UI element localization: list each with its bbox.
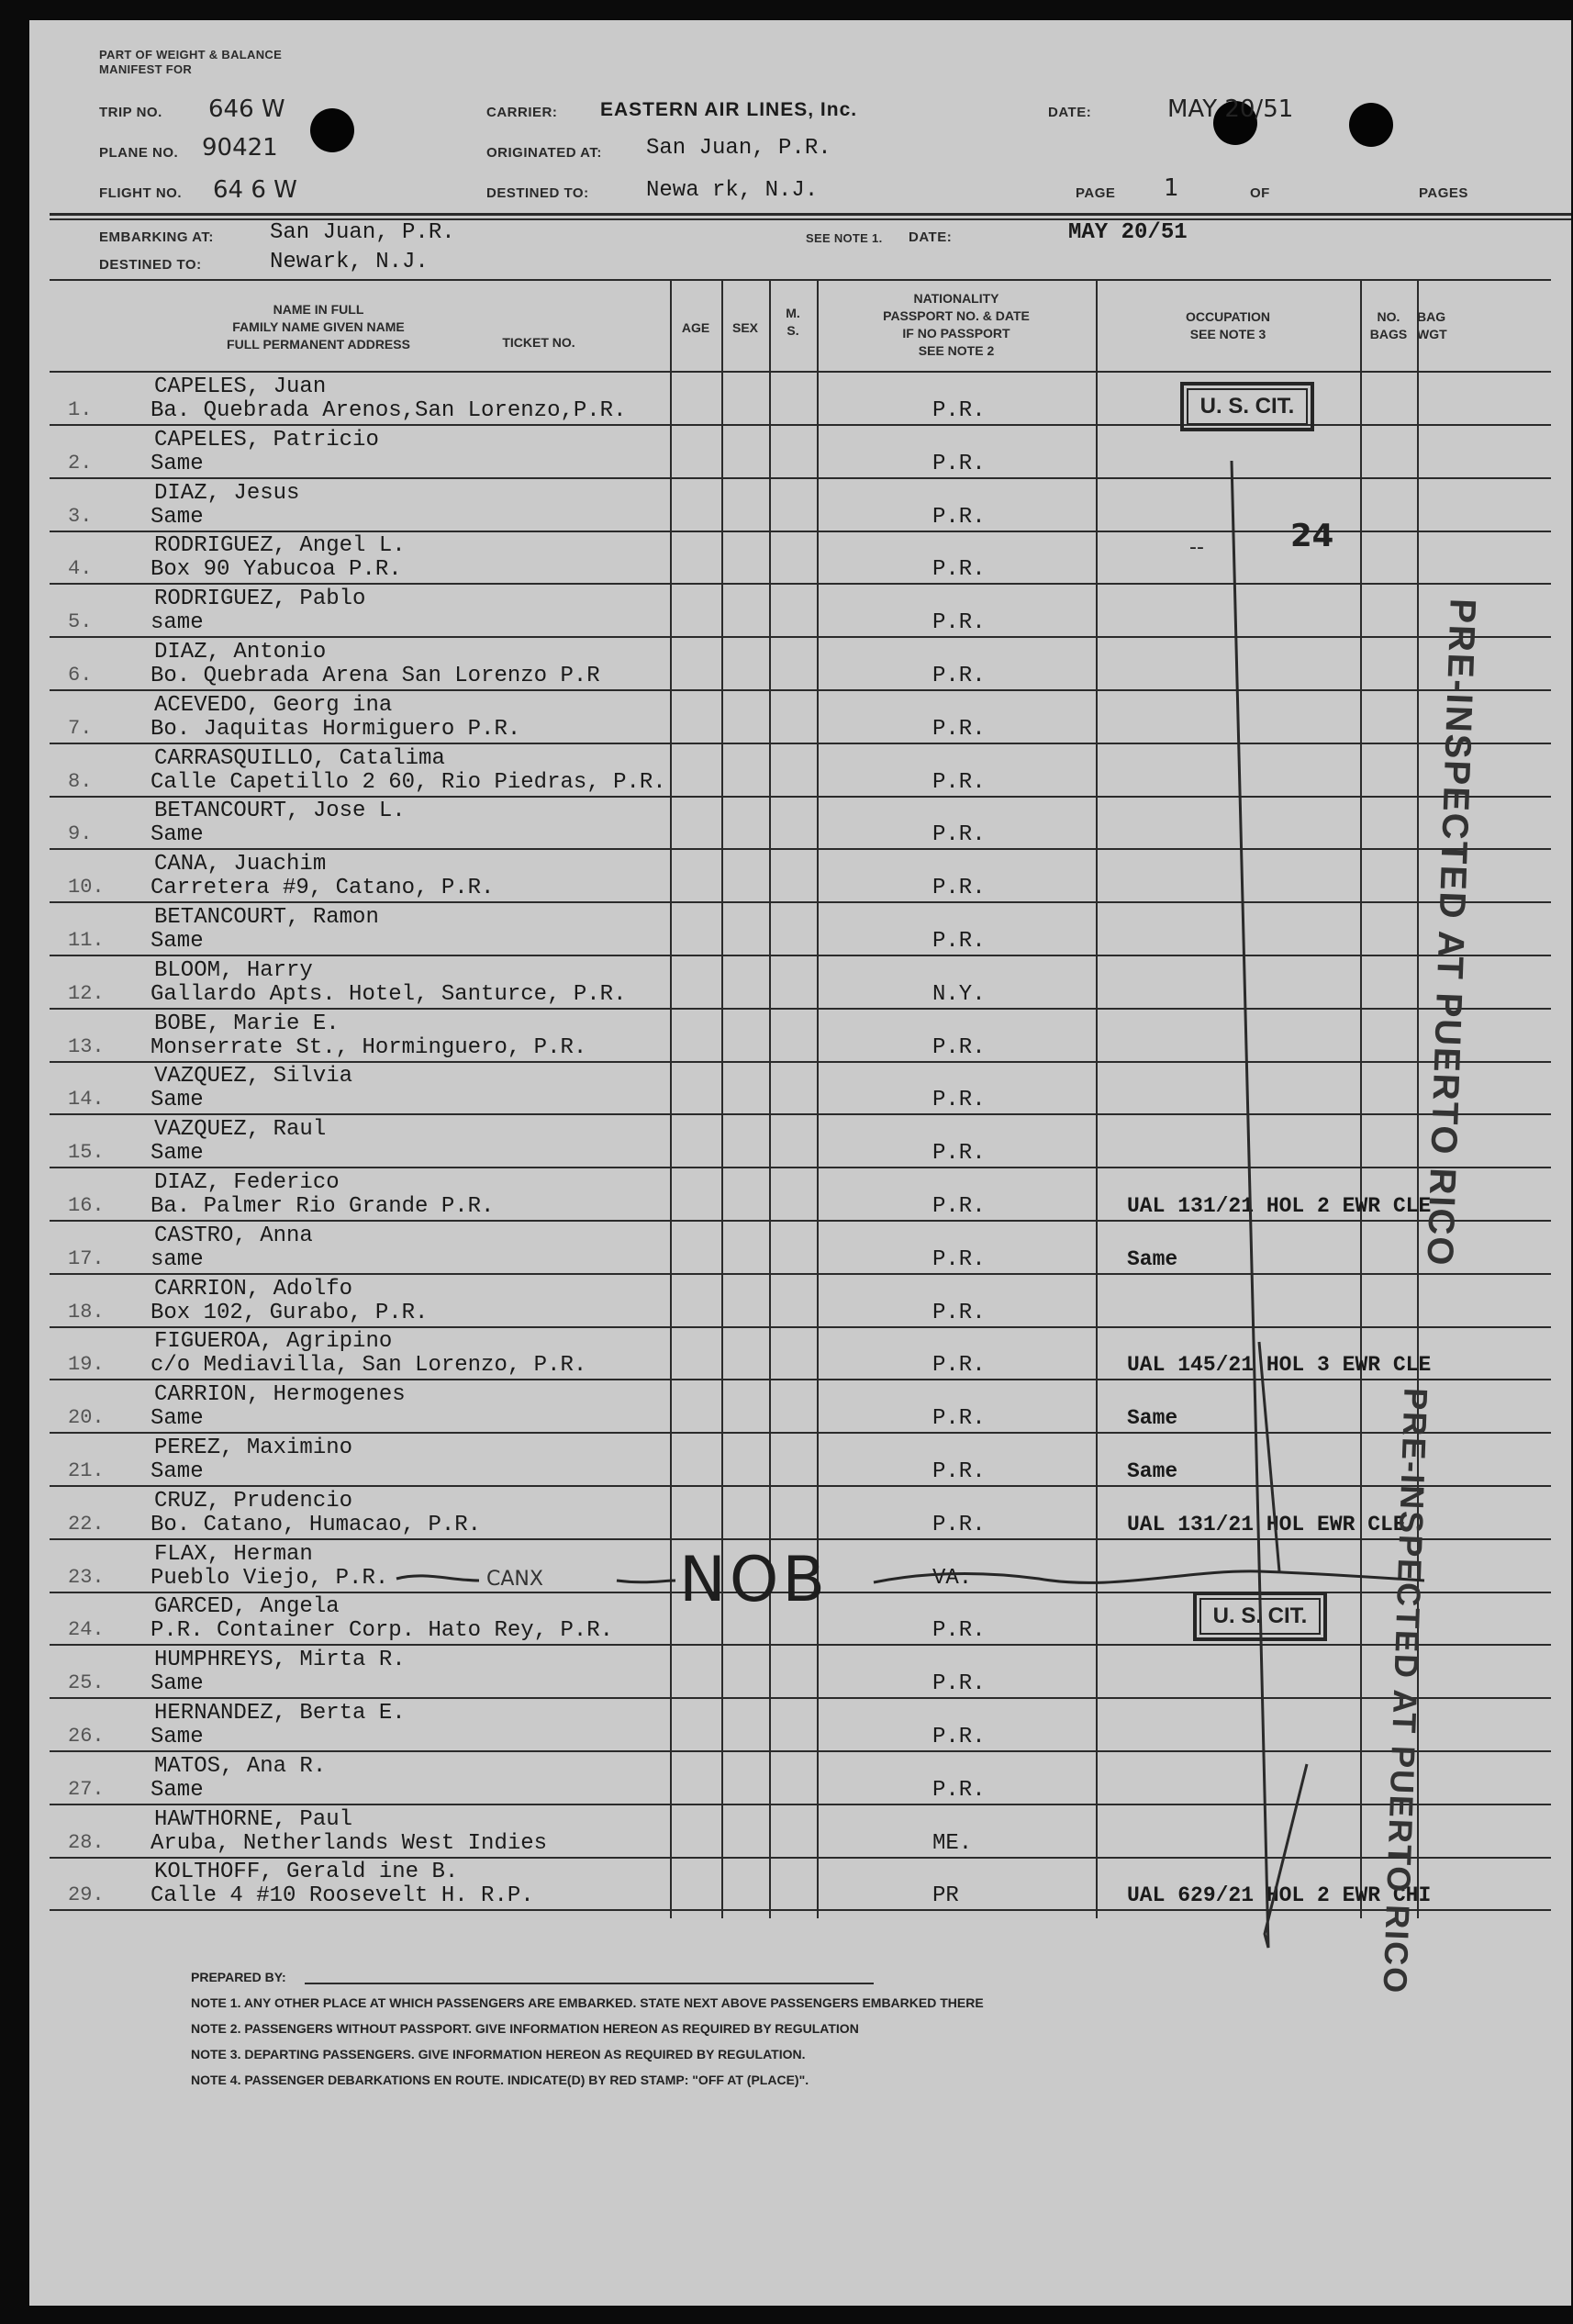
passenger-address: Box 90 Yabucoa P.R. (151, 557, 402, 583)
manifest-page (29, 20, 1571, 2306)
passenger-nationality: ME. (932, 1830, 973, 1856)
passenger-name: DIAZ, Federico (154, 1170, 340, 1195)
originated-value: San Juan, P.R. (646, 136, 831, 161)
row-number: 18. (68, 1300, 105, 1324)
passenger-address: Same (151, 1777, 204, 1803)
note-1: NOTE 1. ANY OTHER PLACE AT WHICH PASSENGERS ARE EMBARKED. STATE NEXT ABOVE PASSENGERS EMBARKED THERE (191, 1995, 984, 2010)
us-citizen-stamp: U. S. CIT. (1180, 382, 1314, 431)
passenger-occupation: UAL 145/21 HOL 3 EWR CLE (1127, 1353, 1432, 1378)
passenger-name: CARRION, Adolfo (154, 1276, 353, 1302)
passenger-occupation: UAL 131/21 HOL 2 EWR CLE (1127, 1194, 1432, 1218)
carrier-value: EASTERN AIR LINES, Inc. (600, 99, 858, 120)
passenger-nationality: VA. (932, 1565, 973, 1591)
passenger-nationality: P.R. (932, 1618, 986, 1644)
passenger-address: Monserrate St., Horminguero, P.R. (151, 1034, 587, 1060)
passenger-address: Same (151, 822, 204, 848)
passenger-name: ACEVEDO, Georg ina (154, 692, 393, 718)
destined2-label: DESTINED TO: (99, 257, 202, 273)
prepared-by-label: PREPARED BY: (191, 1970, 286, 1984)
note-3: NOTE 3. DEPARTING PASSENGERS. GIVE INFORMATION HEREON AS REQUIRED BY REGULATION. (191, 2047, 806, 2061)
passenger-name: BOBE, Marie E. (154, 1011, 340, 1036)
passenger-address: Carretera #9, Catano, P.R. (151, 876, 495, 901)
passenger-name: CARRION, Hermogenes (154, 1382, 406, 1408)
passenger-address: Ba. Palmer Rio Grande P.R. (151, 1194, 495, 1219)
strike-line (396, 1571, 1424, 1583)
page-value: 1 (1164, 174, 1179, 202)
row-number: 13. (68, 1034, 105, 1058)
passenger-address: Gallardo Apts. Hotel, Santurce, P.R. (151, 981, 627, 1007)
passenger-name: DIAZ, Antonio (154, 640, 327, 665)
passenger-name: DIAZ, Jesus (154, 480, 300, 506)
row-number: 27. (68, 1777, 105, 1801)
passenger-nationality: P.R. (932, 1459, 986, 1484)
passenger-nationality: P.R. (932, 1671, 986, 1697)
pre-inspected-stamp: PRE-INSPECTED AT PUERTO RICO (1376, 1387, 1435, 1995)
passenger-name: KOLTHOFF, Gerald ine B. (154, 1860, 459, 1885)
passenger-nationality: P.R. (932, 557, 986, 583)
us-citizen-stamp: U. S. CIT. (1193, 1592, 1327, 1641)
passenger-nationality: P.R. (932, 716, 986, 742)
note-2: NOTE 2. PASSENGERS WITHOUT PASSPORT. GIVE INFORMATION HEREON AS REQUIRED BY REGULATION (191, 2021, 859, 2036)
date2-label: DATE: (909, 229, 953, 245)
passenger-name: HERNANDEZ, Berta E. (154, 1701, 406, 1726)
col-header-ticket: TICKET NO. (502, 335, 575, 350)
passenger-occupation: UAL 131/21 HOL EWR CLE (1127, 1512, 1406, 1536)
row-number: 4. (68, 557, 93, 581)
col-header-ms: M. S. (786, 306, 800, 338)
passenger-occupation: Same (1127, 1246, 1178, 1271)
row-number: 26. (68, 1725, 105, 1748)
row-number: 21. (68, 1459, 105, 1482)
row-number: 8. (68, 769, 93, 793)
passenger-name: CAPELES, Juan (154, 374, 327, 399)
passenger-name: BLOOM, Harry (154, 957, 313, 983)
passenger-name: FLAX, Herman (154, 1541, 313, 1567)
row-number: 5. (68, 610, 93, 634)
of-label: OF (1250, 185, 1270, 201)
passenger-address: Ba. Quebrada Arenos,San Lorenzo,P.R. (151, 398, 627, 423)
col-header-age: AGE (681, 320, 710, 335)
destined2-value: Newark, N.J. (270, 250, 429, 274)
row-number: 17. (68, 1246, 105, 1270)
passenger-address: Box 102, Gurabo, P.R. (151, 1300, 429, 1325)
passenger-address: Same (151, 1671, 204, 1697)
destined-value: Newa rk, N.J. (646, 178, 819, 203)
row-number: 24. (68, 1618, 105, 1642)
pen-marks (29, 20, 1571, 2306)
embarking-value: San Juan, P.R. (270, 220, 455, 245)
row-number: 10. (68, 876, 105, 899)
passenger-nationality: P.R. (932, 504, 986, 530)
passenger-nationality: P.R. (932, 1777, 986, 1803)
date-value: MAY 20/51 (1167, 95, 1294, 123)
passenger-nationality: P.R. (932, 1406, 986, 1432)
row-number: 23. (68, 1565, 105, 1589)
passenger-address: Bo. Jaquitas Hormiguero P.R. (151, 716, 521, 742)
row-number: 14. (68, 1088, 105, 1112)
canx-annotation: CANX (486, 1568, 543, 1591)
passenger-address: Same (151, 1088, 204, 1113)
dash-mark: -- (1189, 536, 1204, 559)
passenger-address: Same (151, 1406, 204, 1432)
row-number: 22. (68, 1512, 105, 1536)
passenger-nationality: P.R. (932, 398, 986, 423)
passenger-address: Same (151, 1459, 204, 1484)
row-number: 12. (68, 981, 105, 1005)
passenger-name: HUMPHREYS, Mirta R. (154, 1648, 406, 1673)
embarking-label: EMBARKING AT: (99, 229, 214, 245)
passenger-nationality: P.R. (932, 876, 986, 901)
plane-no-label: PLANE NO. (99, 145, 179, 161)
date-label: DATE: (1048, 105, 1092, 120)
passenger-address: Bo. Catano, Humacao, P.R. (151, 1512, 482, 1537)
page-label: PAGE (1076, 185, 1116, 201)
passenger-name: VAZQUEZ, Silvia (154, 1064, 353, 1089)
passenger-nationality: P.R. (932, 1725, 986, 1749)
flight-no-label: FLIGHT NO. (99, 185, 182, 201)
date2-value: MAY 20/51 (1068, 220, 1188, 245)
row-number: 3. (68, 504, 93, 528)
passenger-address: Calle Capetillo 2 60, Rio Piedras, P.R. (151, 769, 666, 795)
passenger-nationality: PR (932, 1883, 959, 1909)
passenger-address: Same (151, 1141, 204, 1167)
row-number: 7. (68, 716, 93, 740)
passenger-nationality: P.R. (932, 1512, 986, 1537)
passenger-address: Aruba, Netherlands West Indies (151, 1830, 548, 1856)
note-4: NOTE 4. PASSENGER DEBARKATIONS EN ROUTE. INDICATE(D) BY RED STAMP: "OFF AT (PLACE)". (191, 2073, 809, 2087)
row-number: 19. (68, 1353, 105, 1377)
nob-annotation: NOB (679, 1544, 830, 1616)
row-number: 15. (68, 1141, 105, 1165)
col-header-name: NAME IN FULL FAMILY NAME GIVEN NAME FULL PERMANENT ADDRESS (227, 302, 410, 352)
passenger-address: Same (151, 929, 204, 954)
flight-no-value: 64 6 W (213, 176, 297, 204)
passenger-address: Same (151, 1725, 204, 1749)
pages-label: PAGES (1419, 185, 1468, 201)
passenger-name: RODRIGUEZ, Pablo (154, 587, 366, 612)
passenger-address: c/o Mediavilla, San Lorenzo, P.R. (151, 1353, 587, 1379)
plane-no-value: 90421 (202, 134, 278, 162)
passenger-nationality: P.R. (932, 1034, 986, 1060)
passenger-nationality: P.R. (932, 929, 986, 954)
prepared-by-line (305, 1983, 874, 1984)
trip-no-label: TRIP NO. (99, 105, 162, 120)
passenger-occupation: Same (1127, 1459, 1178, 1483)
check-arrow-mark (1232, 461, 1307, 1948)
bag-count-handwritten: 24 (1290, 518, 1334, 554)
passenger-address: Same (151, 504, 204, 530)
destined-label: DESTINED TO: (486, 185, 589, 201)
row-number: 11. (68, 929, 105, 952)
passenger-address: Same (151, 451, 204, 476)
pen-line (1259, 1342, 1279, 1571)
passenger-name: GARCED, Angela (154, 1594, 340, 1620)
trip-no-value: 646 W (208, 95, 285, 123)
passenger-name: CAPELES, Patricio (154, 427, 379, 453)
passenger-name: RODRIGUEZ, Angel L. (154, 533, 406, 559)
passenger-nationality: P.R. (932, 822, 986, 848)
passenger-address: Calle 4 #10 Roosevelt H. R.P. (151, 1883, 534, 1909)
passenger-nationality: P.R. (932, 1194, 986, 1219)
passenger-nationality: P.R. (932, 610, 986, 636)
see-note-label: SEE NOTE 1. (806, 231, 883, 245)
passenger-name: MATOS, Ana R. (154, 1753, 327, 1779)
passenger-nationality: P.R. (932, 451, 986, 476)
carrier-label: CARRIER: (486, 105, 558, 120)
row-number: 6. (68, 664, 93, 687)
passenger-nationality: P.R. (932, 1246, 986, 1272)
row-number: 25. (68, 1671, 105, 1695)
passenger-name: CARRASQUILLO, Catalima (154, 745, 445, 771)
passenger-name: HAWTHORNE, Paul (154, 1806, 353, 1832)
row-number: 20. (68, 1406, 105, 1430)
row-number: 29. (68, 1883, 105, 1907)
passenger-name: BETANCOURT, Ramon (154, 905, 379, 930)
passenger-nationality: N.Y. (932, 981, 986, 1007)
passenger-address: same (151, 610, 204, 636)
passenger-nationality: P.R. (932, 1300, 986, 1325)
passenger-name: CASTRO, Anna (154, 1223, 313, 1248)
passenger-nationality: P.R. (932, 769, 986, 795)
passenger-name: BETANCOURT, Jose L. (154, 799, 406, 824)
passenger-nationality: P.R. (932, 1088, 986, 1113)
passenger-occupation: UAL 629/21 HOL 2 EWR CHI (1127, 1883, 1432, 1908)
passenger-name: CANA, Juachim (154, 852, 327, 877)
row-number: 9. (68, 822, 93, 846)
row-number: 1. (68, 398, 93, 421)
originated-label: ORIGINATED AT: (486, 145, 602, 161)
passenger-name: CRUZ, Prudencio (154, 1488, 353, 1514)
col-header-occupation: OCCUPATION SEE NOTE 3 (1185, 309, 1271, 341)
passenger-nationality: P.R. (932, 1353, 986, 1379)
form-caption: PART OF WEIGHT & BALANCE MANIFEST FOR (99, 48, 283, 76)
passenger-occupation: Same (1127, 1406, 1178, 1431)
passenger-address: Bo. Quebrada Arena San Lorenzo P.R (151, 664, 600, 688)
passenger-name: VAZQUEZ, Raul (154, 1117, 327, 1143)
row-number: 2. (68, 451, 93, 475)
row-number: 16. (68, 1194, 105, 1217)
passenger-nationality: P.R. (932, 1141, 986, 1167)
passenger-address: Pueblo Viejo, P.R. (151, 1565, 389, 1591)
col-header-bags: NO. BAGS (1369, 309, 1408, 341)
col-header-nationality: NATIONALITY PASSPORT NO. & DATE IF NO PASSPORT SEE NOTE 2 (883, 291, 1030, 358)
passenger-name: PEREZ, Maximino (154, 1436, 353, 1460)
col-header-sex: SEX (731, 320, 758, 335)
passenger-address: same (151, 1246, 204, 1272)
row-number: 28. (68, 1830, 105, 1854)
passenger-address: P.R. Container Corp. Hato Rey, P.R. (151, 1618, 614, 1644)
pre-inspected-stamp: PRE-INSPECTED AT PUERTO RICO (1419, 598, 1483, 1268)
passenger-nationality: P.R. (932, 664, 986, 688)
col-header-bag-wgt: BAG WGT (1417, 309, 1447, 341)
passenger-name: FIGUEROA, Agripino (154, 1329, 393, 1355)
